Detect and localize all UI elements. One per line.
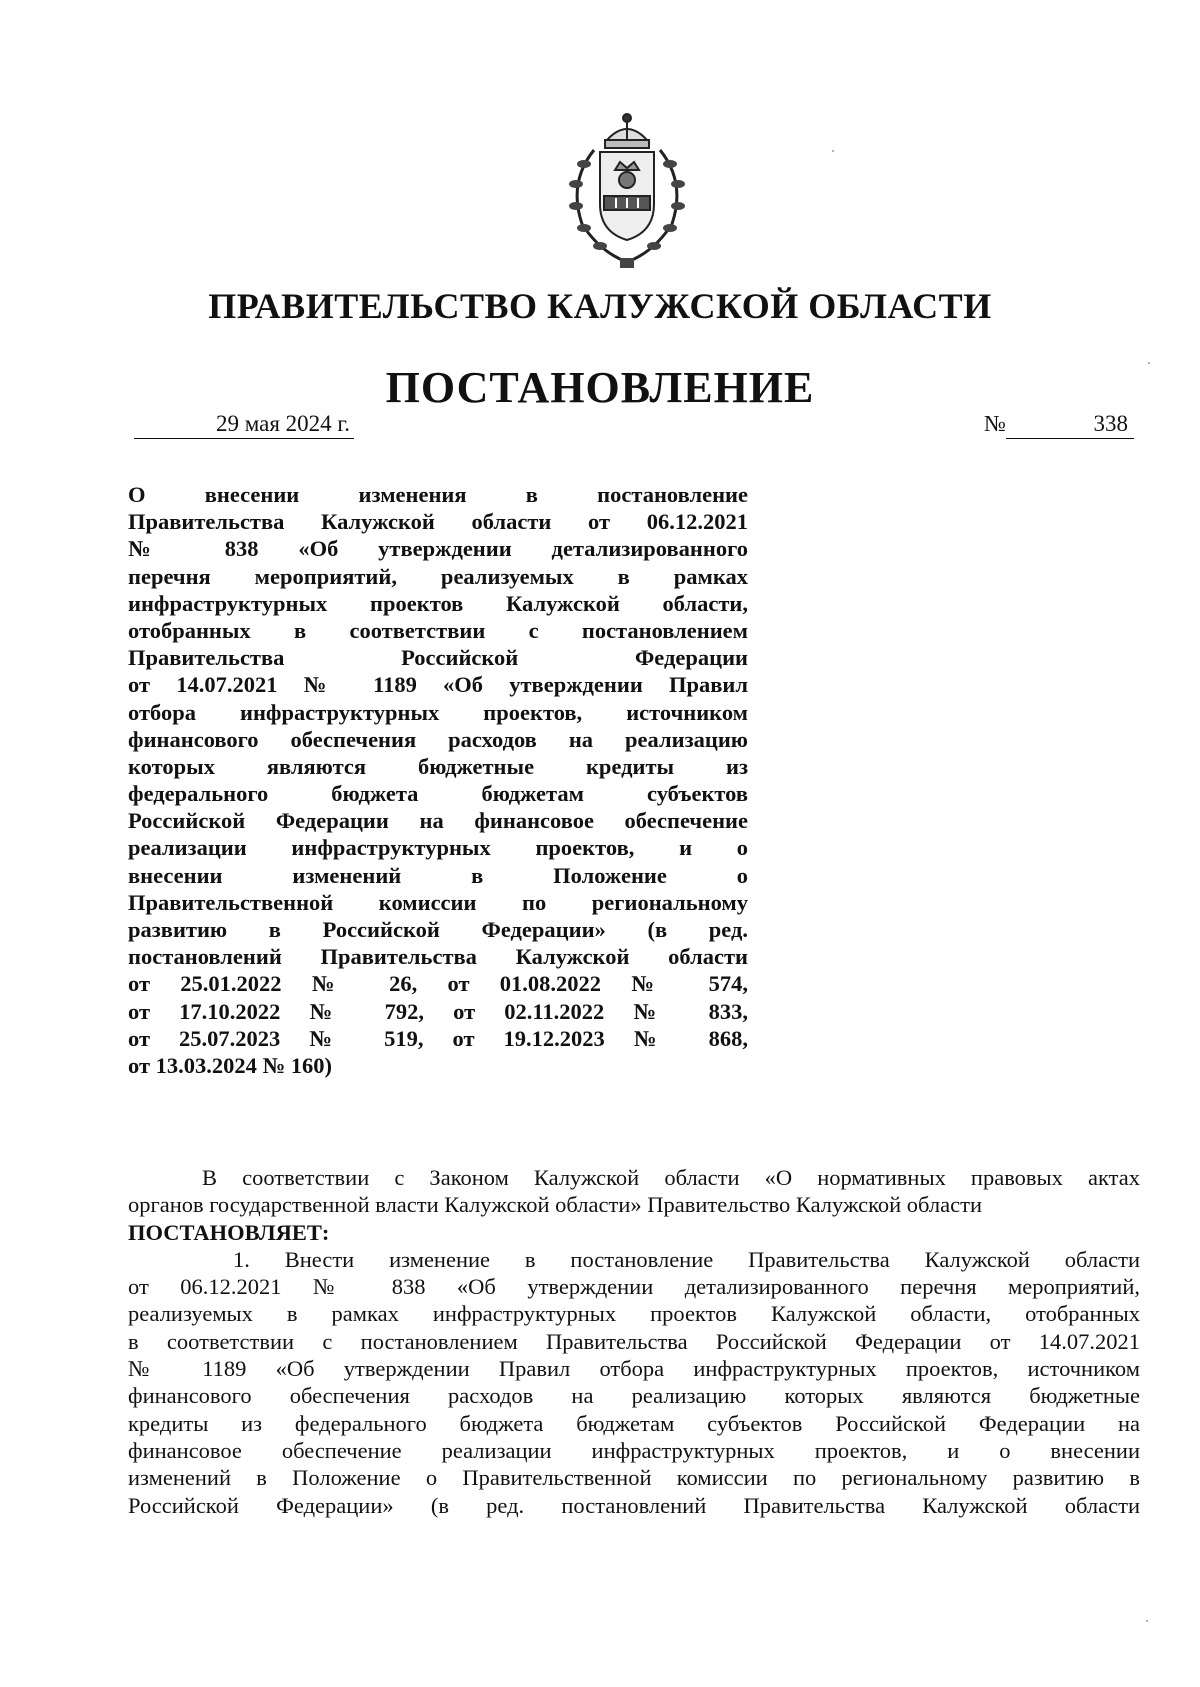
number-value: 338	[1006, 410, 1134, 439]
title-line: № 838 «Об утверждении детализированного	[128, 536, 748, 562]
document-type: ПОСТАНОВЛЕНИЕ	[385, 363, 815, 412]
title-line: от 13.03.2024 № 160)	[128, 1052, 332, 1078]
title-line: отбора инфраструктурных проектов, источником	[128, 699, 748, 725]
document-title	[128, 481, 748, 1079]
title-line: федерального бюджета бюджетам субъектов	[128, 781, 748, 807]
item-line: кредиты из федерального бюджета бюджетам субъектов Российской Федерации на	[128, 1410, 1140, 1436]
scan-speck	[1148, 362, 1150, 364]
title-line: Правительства Калужской области от 06.12.2021	[128, 509, 748, 535]
preamble-line: В соответствии с Законом Калужской области «О нормативных правовых актах	[202, 1165, 1140, 1190]
title-line: от 14.07.2021 № 1189 «Об утверждении Правил	[128, 672, 748, 698]
preamble-line: органов государственной власти Калужской области» Правительство Калужской области	[128, 1192, 983, 1218]
title-line: О внесении изменения в постановление	[128, 482, 748, 507]
government-name: ПРАВИТЕЛЬСТВО КАЛУЖСКОЙ ОБЛАСТИ	[208, 286, 992, 326]
item-line: Российской Федерации» (в ред. постановлений Правительства Калужской области	[128, 1492, 1140, 1518]
title-line: которых являются бюджетные кредиты из	[128, 753, 748, 779]
item-line: финансовое обеспечение реализации инфраструктурных проектов, и о внесении	[128, 1437, 1140, 1463]
title-line: от 25.01.2022 № 26, от 01.08.2022 № 574,	[128, 971, 748, 997]
title-line: Правительственной комиссии по региональному	[128, 889, 748, 915]
title-line: постановлений Правительства Калужской области	[128, 944, 748, 970]
scan-speck	[1146, 1620, 1148, 1622]
item-line: 1. Внести изменение в постановление Правительства Калужской области	[233, 1246, 1140, 1272]
document-body	[128, 1164, 1140, 1519]
title-line: финансового обеспечения расходов на реализацию	[128, 726, 748, 752]
title-line: от 25.07.2023 № 519, от 19.12.2023 № 868,	[128, 1025, 748, 1051]
item-line: от 06.12.2021 № 838 «Об утверждении детализированного перечня мероприятий,	[128, 1274, 1140, 1300]
item-line: финансового обеспечения расходов на реализацию которых являются бюджетные	[128, 1383, 1140, 1409]
title-line: перечня мероприятий, реализуемых в рамках	[128, 563, 748, 589]
title-line: отобранных в соответствии с постановлением	[128, 617, 748, 643]
number-label: №	[984, 411, 1006, 436]
scan-speck	[832, 150, 834, 152]
resolves-heading: ПОСТАНОВЛЯЕТ:	[128, 1219, 330, 1245]
document-number	[984, 410, 1134, 439]
item-line: реализуемых в рамках инфраструктурных проектов Калужской области, отобранных	[128, 1301, 1140, 1327]
title-line: развитию в Российской Федерации» (в ред.	[128, 917, 748, 942]
title-line: внесении изменений в Положение о	[128, 862, 748, 888]
title-line: реализации инфраструктурных проектов, и о	[128, 835, 748, 861]
item-line: изменений в Положение о Правительственной комиссии по региональному развитию в	[128, 1465, 1140, 1491]
document-date: 29 мая 2024 г.	[134, 410, 354, 439]
title-line: инфраструктурных проектов Калужской области,	[128, 590, 748, 616]
item-line: в соответствии с постановлением Правительства Российской Федерации от 14.07.2021	[128, 1328, 1140, 1354]
title-line: Правительства Российской Федерации	[128, 645, 748, 671]
title-line: Российской Федерации на финансовое обеспечение	[128, 808, 748, 834]
title-line: от 17.10.2022 № 792, от 02.11.2022 № 833,	[128, 998, 748, 1024]
kaluga-coat-of-arms-icon	[560, 112, 694, 272]
item-line: № 1189 «Об утверждении Правил отбора инфраструктурных проектов, источником	[128, 1356, 1140, 1382]
